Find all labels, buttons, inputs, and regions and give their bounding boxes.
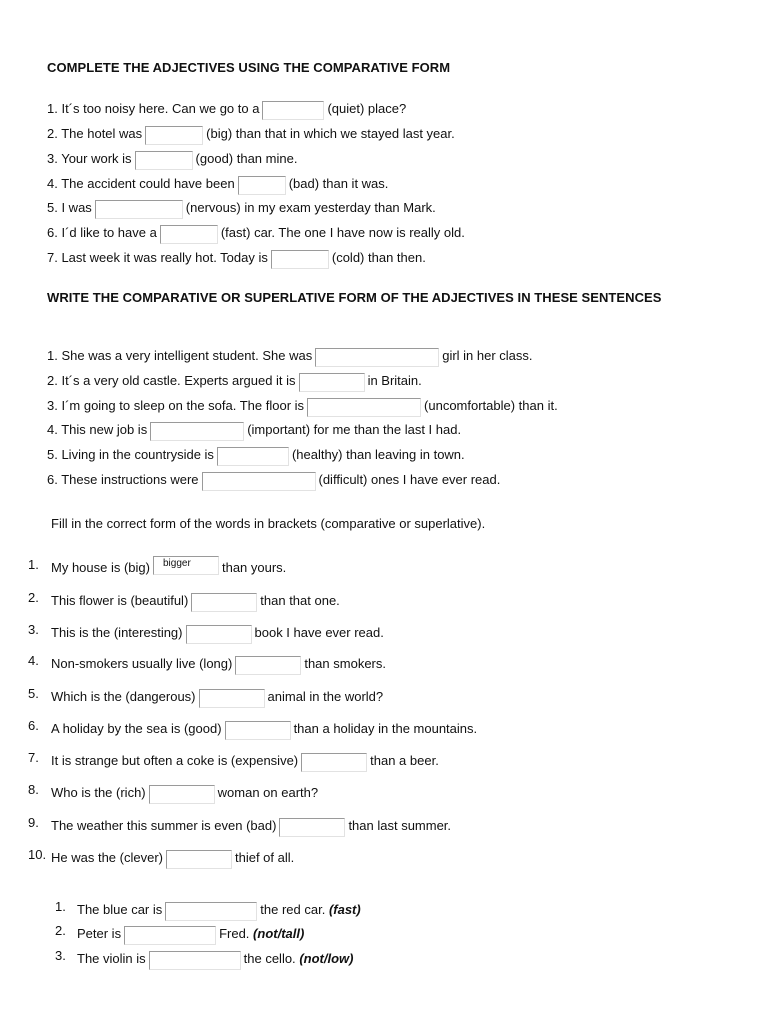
answer-box[interactable] [238,176,286,195]
answer-box[interactable] [307,398,421,417]
answer-box[interactable] [235,656,301,675]
answer-box[interactable] [150,422,244,441]
exercise-line: 1. She was a very intelligent student. She was girl in her class. [47,345,533,364]
answer-box[interactable] [217,447,289,466]
exercise-line: 1. It´s too noisy here. Can we go to a (quiet) place? [47,98,406,117]
exercise-line: 2. The hotel was (big) than that in which we stayed last year. [47,123,455,142]
exercise-line: 2. It´s a very old castle. Experts argued it is in Britain. [47,370,422,389]
exercise-line: 4. The accident could have been (bad) than it was. [47,173,388,192]
answer-box[interactable] [149,951,241,970]
answer-box[interactable] [135,151,193,170]
hint-text: (not/low) [299,951,354,966]
answer-box[interactable] [279,818,345,837]
answer-box[interactable] [165,902,257,921]
exercise-line: 5. Living in the countryside is (healthy) than leaving in town. [47,444,465,463]
answer-box[interactable] [315,348,439,367]
exercise-line: 3. I´m going to sleep on the sofa. The floor is (uncomfortable) than it. [47,395,558,414]
answer-box[interactable] [124,926,216,945]
answer-box[interactable] [271,250,329,269]
hint-text: (not/tall) [253,926,305,941]
answer-box[interactable] [199,689,265,708]
answer-box[interactable] [191,593,257,612]
exercise-line: 6. I´d like to have a (fast) car. The one I have now is really old. [47,222,465,241]
hint-text: (fast) [328,902,361,917]
answer-box[interactable] [225,721,291,740]
answer-box[interactable] [262,101,324,120]
section-3-heading: Fill in the correct form of the words in brackets (comparative or superlative). [51,516,486,531]
answer-box[interactable] [160,225,218,244]
answer-box[interactable] [202,472,316,491]
answer-box[interactable] [301,753,367,772]
section-1-heading: COMPLETE THE ADJECTIVES USING THE COMPARATIVE FORM [47,60,451,75]
answer-box[interactable] [149,785,215,804]
answer-box[interactable] [186,625,252,644]
exercise-line: 7. Last week it was really hot. Today is (cold) than then. [47,247,426,266]
answer-box[interactable] [166,850,232,869]
exercise-line: 5. I was (nervous) in my exam yesterday than Mark. [47,197,436,216]
section-2-heading: WRITE THE COMPARATIVE OR SUPERLATIVE FORM OF THE ADJECTIVES IN THESE SENTENCES [47,290,662,305]
exercise-line: 4. This new job is (important) for me than the last I had. [47,419,461,438]
answer-box[interactable]: bigger [153,556,219,575]
answer-box[interactable] [299,373,365,392]
exercise-line: 6. These instructions were (difficult) ones I have ever read. [47,469,500,488]
answer-box[interactable] [95,200,183,219]
answer-box[interactable] [145,126,203,145]
exercise-line: 3. Your work is (good) than mine. [47,148,297,167]
